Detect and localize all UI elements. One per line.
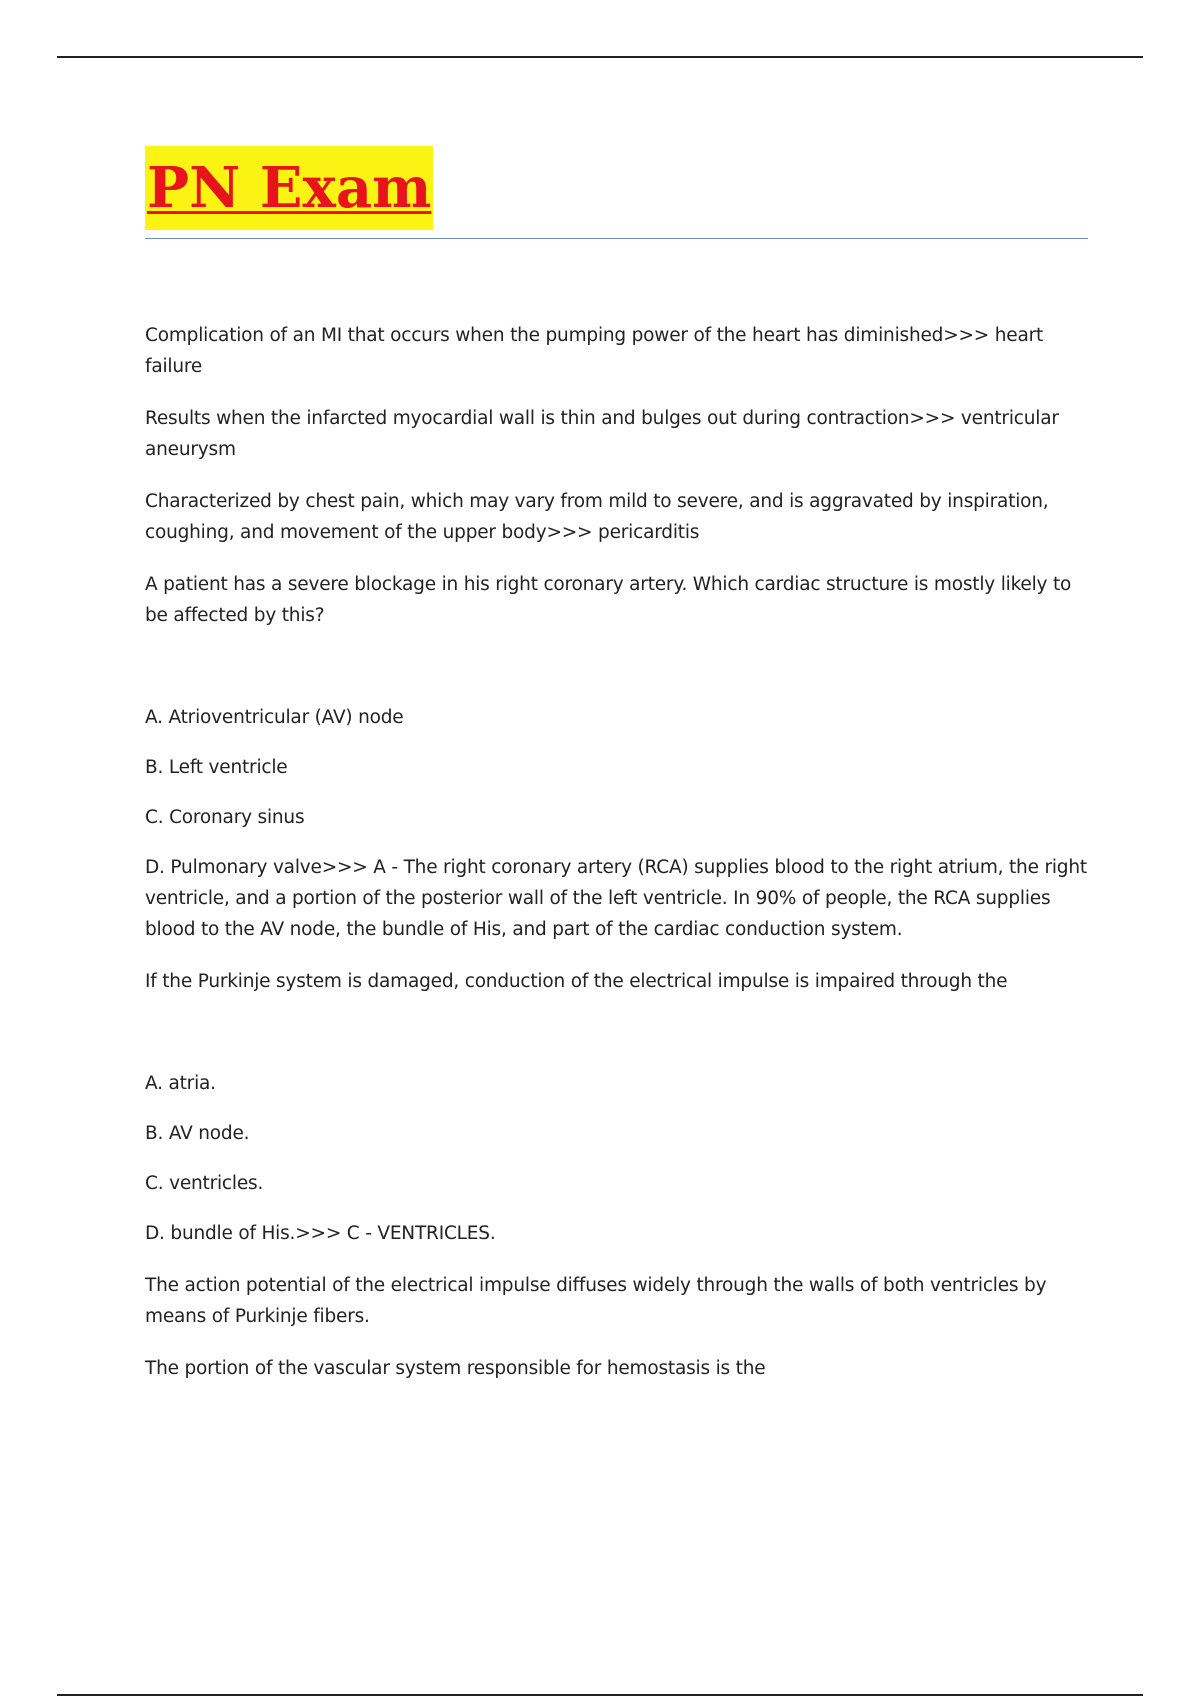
q2-option-d-answer: D. bundle of His.>>> C - VENTRICLES. bbox=[145, 1223, 496, 1244]
q2-option-b: B. AV node. bbox=[145, 1123, 250, 1144]
explanation-purkinje: The action potential of the electrical impulse diffuses widely through the walls of both ventricles by means of Purkinje fibers. bbox=[145, 1275, 1047, 1327]
paragraph-heart-failure: Complication of an MI that occurs when the pumping power of the heart has diminished>>> heart failure bbox=[145, 325, 1044, 377]
page-top-rule bbox=[57, 56, 1143, 58]
paragraph-pericarditis: Characterized by chest pain, which may vary from mild to severe, and is aggravated by inspiration, coughing, and movement of the upper body>>> pericarditis bbox=[145, 491, 1049, 543]
question-hemostasis: The portion of the vascular system responsible for hemostasis is the bbox=[145, 1358, 766, 1379]
q1-option-c: C. Coronary sinus bbox=[145, 807, 305, 828]
title-block bbox=[145, 146, 433, 230]
title-divider bbox=[145, 238, 1088, 239]
q1-option-a: A. Atrioventricular (AV) node bbox=[145, 707, 404, 728]
q2-option-a: A. atria. bbox=[145, 1073, 216, 1094]
question-rca-blockage: A patient has a severe blockage in his right coronary artery. Which cardiac structure is mostly likely to be affected by this? bbox=[145, 574, 1072, 626]
document-title: PN Exam bbox=[145, 146, 433, 230]
paragraph-ventricular-aneurysm: Results when the infarcted myocardial wall is thin and bulges out during contraction>>> ventricular aneurysm bbox=[145, 408, 1059, 460]
question-purkinje: If the Purkinje system is damaged, conduction of the electrical impulse is impaired through the bbox=[145, 971, 1008, 992]
page-bottom-rule bbox=[57, 1694, 1143, 1696]
q1-option-d-answer: D. Pulmonary valve>>> A - The right coronary artery (RCA) supplies blood to the right atrium, the right ventricle, and a portion of the posterior wall of the left ventricle. In 90% of people, the RCA supplies blood to the AV node, the bundle of His, and part of the cardiac conduction system. bbox=[145, 857, 1087, 940]
document-body bbox=[145, 320, 1095, 1384]
q2-option-c: C. ventricles. bbox=[145, 1173, 264, 1194]
q1-option-b: B. Left ventricle bbox=[145, 757, 288, 778]
